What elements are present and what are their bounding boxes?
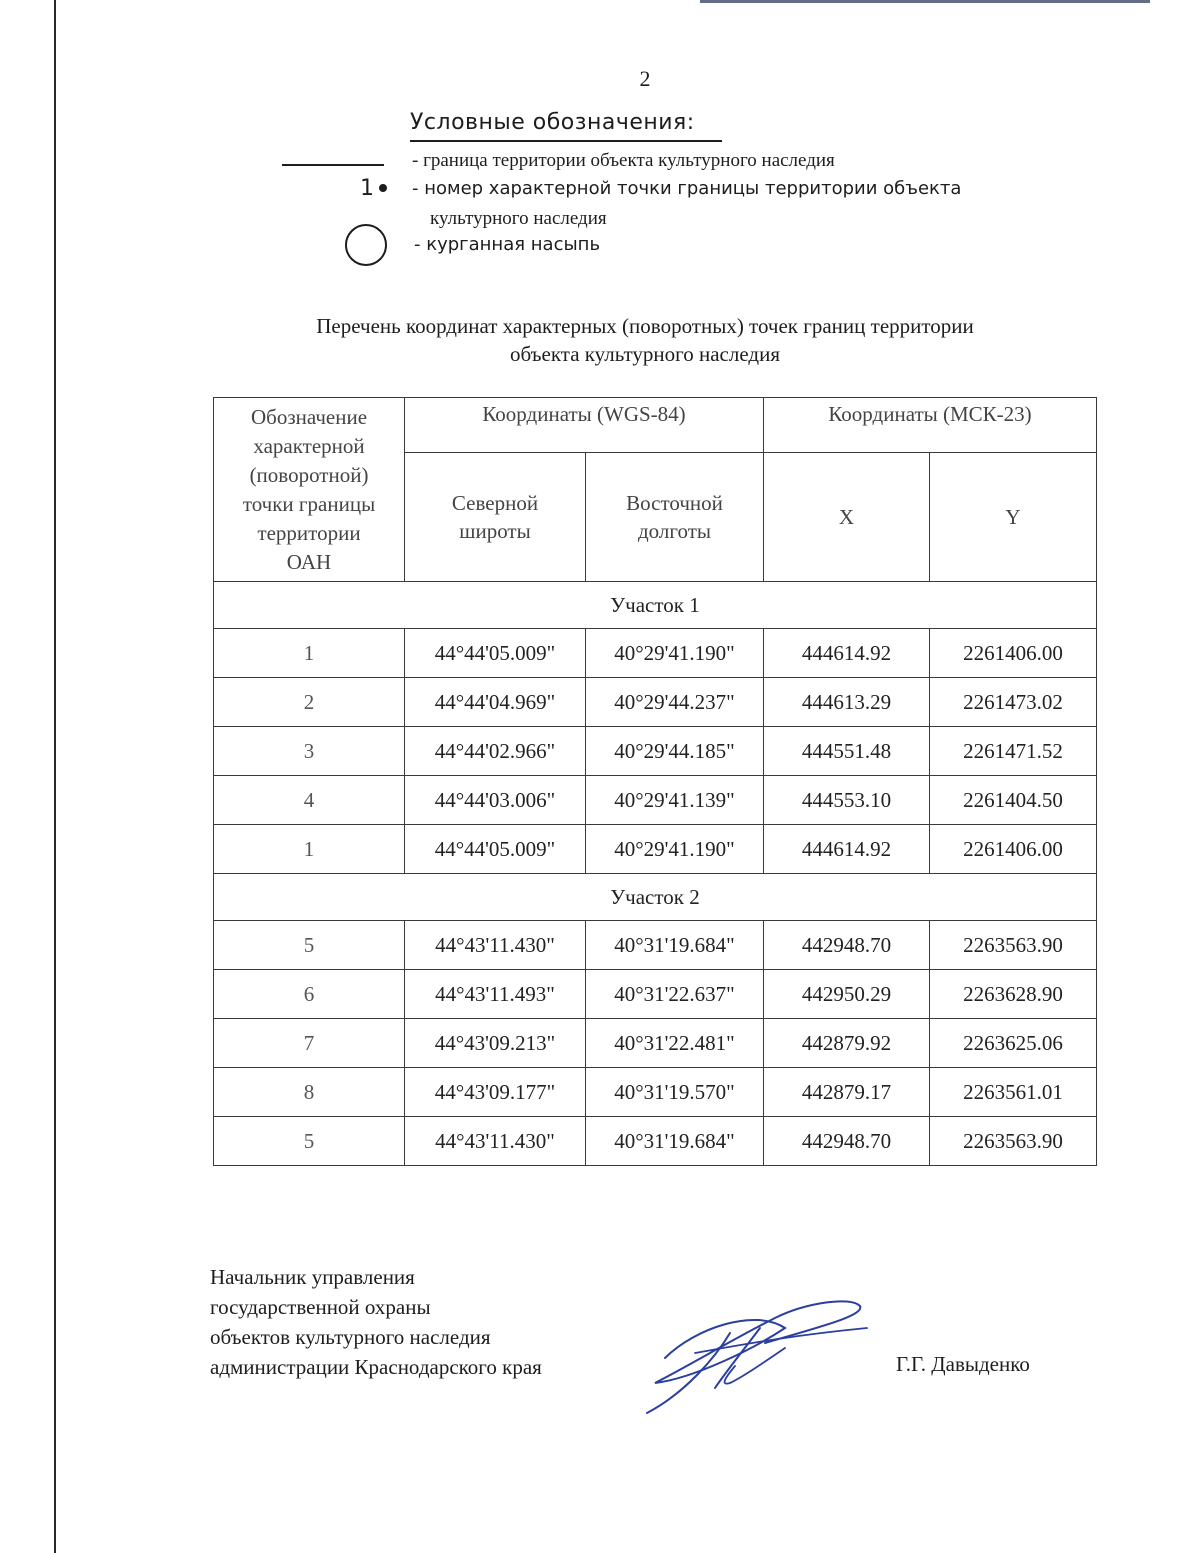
- y-coordinate-cell: 2261404.50: [930, 776, 1097, 825]
- signature-position: Начальник управления государственной охраны объектов культурного наследия администрации Краснодарского края: [210, 1265, 542, 1379]
- scan-left-edge: [54, 0, 56, 1553]
- table-row: [214, 629, 1097, 678]
- legend-point-number: 1: [360, 176, 374, 201]
- x-coordinate-cell: 444614.92: [764, 825, 930, 874]
- north-latitude-cell: 44°43'09.213": [405, 1019, 586, 1068]
- x-coordinate-cell: 442948.70: [764, 921, 930, 970]
- y-coordinate-cell: 2261406.00: [930, 629, 1097, 678]
- signatory-name: Г.Г. Давыденко: [896, 1352, 1030, 1376]
- east-longitude-cell: 40°31'22.481": [586, 1019, 764, 1068]
- x-coordinate-cell: 444613.29: [764, 678, 930, 727]
- east-longitude-cell: 40°29'41.190": [586, 825, 764, 874]
- y-coordinate-cell: 2263625.06: [930, 1019, 1097, 1068]
- point-number-cell: 6: [214, 970, 405, 1019]
- table-row: [214, 776, 1097, 825]
- east-longitude-cell: 40°31'19.570": [586, 1068, 764, 1117]
- x-coordinate-cell: 444614.92: [764, 629, 930, 678]
- header-north-latitude: Северной широты: [405, 453, 586, 582]
- header-y: Y: [930, 453, 1097, 582]
- x-coordinate-cell: 444553.10: [764, 776, 930, 825]
- point-number-cell: 5: [214, 921, 405, 970]
- north-latitude-cell: 44°44'05.009": [405, 825, 586, 874]
- east-longitude-cell: 40°29'44.237": [586, 678, 764, 727]
- x-coordinate-cell: 444551.48: [764, 727, 930, 776]
- legend-boundary-line-icon: [282, 164, 384, 166]
- section-row: [214, 874, 1097, 921]
- x-coordinate-cell: 442948.70: [764, 1117, 930, 1166]
- section-title: Участок 1: [214, 582, 1097, 629]
- legend-title-underline: [410, 140, 722, 142]
- scan-top-edge: [700, 0, 1150, 3]
- legend-point-dot-icon: [379, 184, 387, 192]
- table-title: [200, 312, 1090, 368]
- north-latitude-cell: 44°44'03.006": [405, 776, 586, 825]
- table-row: [214, 678, 1097, 727]
- north-latitude-cell: 44°43'11.430": [405, 921, 586, 970]
- north-latitude-cell: 44°43'11.493": [405, 970, 586, 1019]
- north-latitude-cell: 44°43'11.430": [405, 1117, 586, 1166]
- table-row: [214, 970, 1097, 1019]
- point-number-cell: 1: [214, 825, 405, 874]
- header-designation: Обозначение характерной (поворотной) точки границы территории ОАН: [214, 398, 405, 582]
- legend-point-text: - номер характерной точки границы территории объекта: [412, 178, 962, 199]
- table-row: [214, 1068, 1097, 1117]
- y-coordinate-cell: 2261473.02: [930, 678, 1097, 727]
- section-row: [214, 582, 1097, 629]
- legend-boundary-text: - граница территории объекта культурного наследия: [412, 150, 835, 171]
- point-number-cell: 7: [214, 1019, 405, 1068]
- table-row: [214, 921, 1097, 970]
- handwritten-signature: [635, 1288, 875, 1418]
- legend-title: Условные обозначения:: [410, 110, 695, 135]
- north-latitude-cell: 44°44'04.969": [405, 678, 586, 727]
- east-longitude-cell: 40°31'19.684": [586, 921, 764, 970]
- point-number-cell: 2: [214, 678, 405, 727]
- table-row: [214, 825, 1097, 874]
- y-coordinate-cell: 2263561.01: [930, 1068, 1097, 1117]
- x-coordinate-cell: 442950.29: [764, 970, 930, 1019]
- table-row: [214, 1019, 1097, 1068]
- point-number-cell: 3: [214, 727, 405, 776]
- y-coordinate-cell: 2263628.90: [930, 970, 1097, 1019]
- header-east-longitude: Восточной долготы: [586, 453, 764, 582]
- point-number-cell: 5: [214, 1117, 405, 1166]
- table-row: [214, 727, 1097, 776]
- north-latitude-cell: 44°44'02.966": [405, 727, 586, 776]
- y-coordinate-cell: 2261471.52: [930, 727, 1097, 776]
- section-title: Участок 2: [214, 874, 1097, 921]
- page-number: 2: [639, 66, 651, 91]
- point-number-cell: 4: [214, 776, 405, 825]
- east-longitude-cell: 40°31'22.637": [586, 970, 764, 1019]
- point-number-cell: 1: [214, 629, 405, 678]
- header-msk23: Координаты (МСК-23): [764, 398, 1097, 453]
- y-coordinate-cell: 2263563.90: [930, 921, 1097, 970]
- north-latitude-cell: 44°43'09.177": [405, 1068, 586, 1117]
- east-longitude-cell: 40°31'19.684": [586, 1117, 764, 1166]
- x-coordinate-cell: 442879.92: [764, 1019, 930, 1068]
- table-header-row: [214, 398, 1097, 453]
- y-coordinate-cell: 2261406.00: [930, 825, 1097, 874]
- table-title-line-2: объекта культурного наследия: [510, 342, 780, 366]
- y-coordinate-cell: 2263563.90: [930, 1117, 1097, 1166]
- coordinates-table: [213, 397, 1097, 1166]
- legend-mound-text: - курганная насыпь: [414, 234, 601, 255]
- east-longitude-cell: 40°29'44.185": [586, 727, 764, 776]
- header-x: X: [764, 453, 930, 582]
- legend-point-text-cont: культурного наследия: [430, 208, 607, 229]
- header-wgs84: Координаты (WGS-84): [405, 398, 764, 453]
- point-number-cell: 8: [214, 1068, 405, 1117]
- legend-mound-circle-icon: [345, 224, 387, 266]
- east-longitude-cell: 40°29'41.139": [586, 776, 764, 825]
- table-row: [214, 1117, 1097, 1166]
- x-coordinate-cell: 442879.17: [764, 1068, 930, 1117]
- east-longitude-cell: 40°29'41.190": [586, 629, 764, 678]
- table-title-line-1: Перечень координат характерных (поворотных) точек границ территории: [316, 314, 974, 338]
- north-latitude-cell: 44°44'05.009": [405, 629, 586, 678]
